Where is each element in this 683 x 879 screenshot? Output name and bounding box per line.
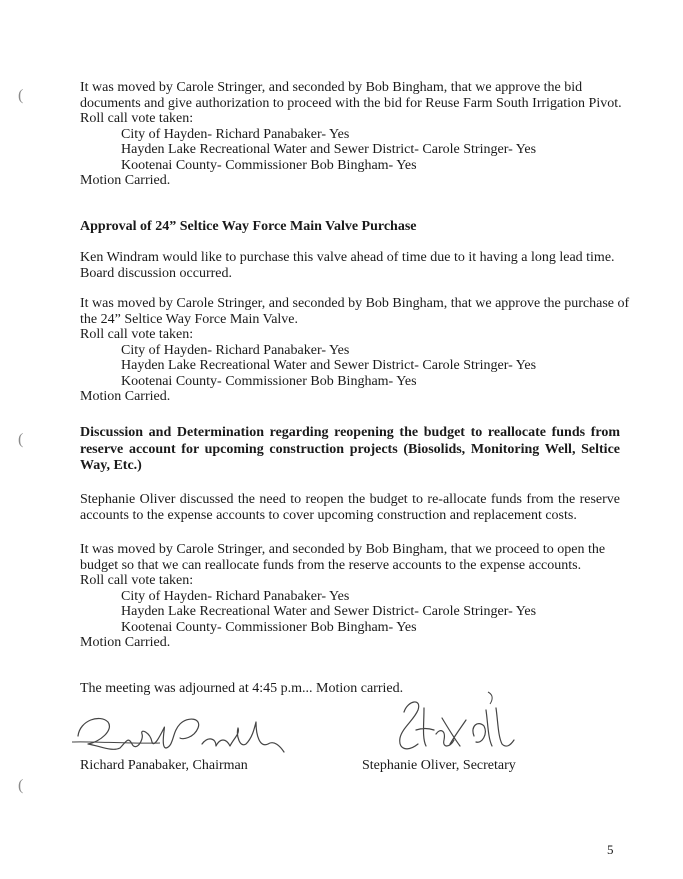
section-paragraph: [80, 250, 620, 281]
adjournment-text: The meeting was adjourned at 4:45 p.m... Motion carried.: [80, 681, 404, 696]
section-paragraph: [80, 492, 620, 524]
paragraph-line: Ken Windram would like to purchase this valve ahead of time due to it having a long lead time.: [80, 250, 615, 265]
motion-block-2: [80, 296, 630, 405]
motion-text-line: It was moved by Carole Stringer, and seconded by Bob Bingham, that we proceed to open the: [80, 542, 606, 557]
motion-text-line: It was moved by Carole Stringer, and seconded by Bob Bingham, that we approve the bid: [80, 80, 583, 95]
motion-result: Motion Carried.: [80, 173, 171, 188]
section-heading: [80, 219, 620, 235]
motion-text-line: It was moved by Carole Stringer, and seconded by Bob Bingham, that we approve the purchase of: [80, 296, 630, 311]
vote-line: Kootenai County- Commissioner Bob Bingham- Yes: [121, 157, 417, 173]
margin-mark: (: [18, 431, 24, 448]
secretary-name: Stephanie Oliver, Secretary: [362, 758, 516, 773]
margin-mark: (: [18, 777, 24, 794]
paragraph-text: Stephanie Oliver discussed the need to reopen the budget to re-allocate funds from the reserve accounts to the expense accounts to cover upcoming construction and replacement costs.: [80, 492, 620, 523]
adjournment-line: [80, 681, 620, 697]
roll-call-label: Roll call vote taken:: [80, 327, 194, 342]
secretary-signature: [378, 690, 518, 764]
vote-line: Kootenai County- Commissioner Bob Bingham- Yes: [121, 619, 417, 635]
paragraph-line: Board discussion occurred.: [80, 265, 233, 281]
vote-line: Hayden Lake Recreational Water and Sewer District- Carole Stringer- Yes: [121, 142, 537, 157]
motion-text-line: budget so that we can reallocate funds from the reserve accounts to the expense accounts.: [80, 557, 582, 573]
motion-text-line: the 24” Seltice Way Force Main Valve.: [80, 311, 299, 327]
motion-block-3: [80, 542, 620, 651]
vote-line: Hayden Lake Recreational Water and Sewer District- Carole Stringer- Yes: [121, 604, 537, 619]
motion-result: Motion Carried.: [80, 389, 171, 404]
section-heading: [80, 425, 620, 475]
roll-call-label: Roll call vote taken:: [80, 573, 194, 588]
chairman-name: Richard Panabaker, Chairman: [80, 758, 248, 773]
motion-result: Motion Carried.: [80, 635, 171, 650]
section-heading-text: Discussion and Determination regarding reopening the budget to reallocate funds from reserve account for upcoming construction projects (Biosolids, Monitoring Well, Seltice Way, Etc.): [80, 425, 620, 473]
vote-line: City of Hayden- Richard Panabaker- Yes: [121, 126, 350, 142]
vote-line: City of Hayden- Richard Panabaker- Yes: [121, 342, 350, 358]
motion-text-line: documents and give authorization to proceed with the bid for Reuse Farm South Irrigation Pivot.: [80, 95, 622, 111]
page-number: 5: [607, 842, 614, 857]
margin-mark: (: [18, 87, 24, 104]
section-heading-text: Approval of 24” Seltice Way Force Main Valve Purchase: [80, 219, 417, 234]
vote-line: Kootenai County- Commissioner Bob Bingham- Yes: [121, 373, 417, 389]
motion-block-1: [80, 80, 620, 189]
vote-line: City of Hayden- Richard Panabaker- Yes: [121, 588, 350, 604]
vote-line: Hayden Lake Recreational Water and Sewer District- Carole Stringer- Yes: [121, 358, 537, 373]
roll-call-label: Roll call vote taken:: [80, 111, 194, 126]
